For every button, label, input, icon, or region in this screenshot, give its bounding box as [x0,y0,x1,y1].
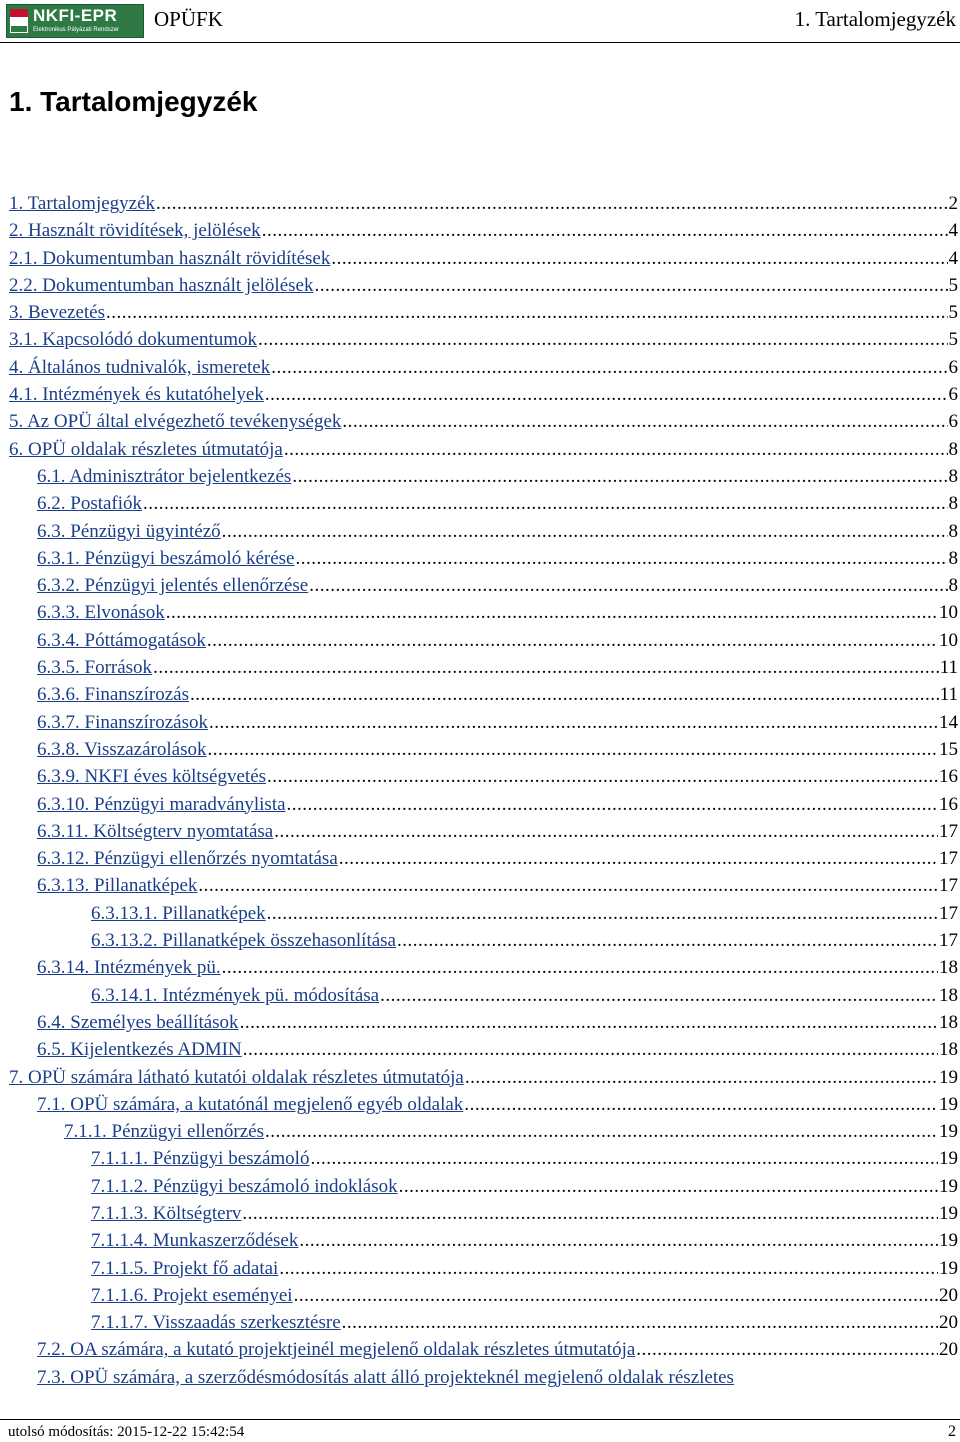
toc-entry-link[interactable]: 3.1. Kapcsolódó dokumentumok [9,329,258,351]
toc-entry-link[interactable]: 7.1.1.6. Projekt eseményei [91,1284,293,1306]
toc-entry[interactable] [0,627,960,654]
toc-leader-dots [207,736,938,763]
header-left-text: OPÜFK [154,7,223,31]
toc-entry-page: 6 [948,356,958,378]
toc-leader-dots [342,408,947,435]
toc-leader-dots [222,518,948,545]
toc-entry[interactable] [0,1091,960,1118]
toc-entry-page: 18 [939,1011,958,1033]
toc-entry-link[interactable]: 6.3.12. Pénzügyi ellenőrzés nyomtatása [37,848,338,870]
toc-leader-dots [331,245,947,272]
toc-entry[interactable] [0,217,960,244]
toc-entry[interactable] [0,1145,960,1172]
toc-leader-dots [240,1009,938,1036]
toc-entry[interactable] [0,436,960,463]
toc-leader-dots [294,1282,938,1309]
toc-leader-dots [380,982,938,1009]
toc-entry-link[interactable]: 6.3.5. Források [37,657,153,679]
toc-entry[interactable] [0,381,960,408]
toc-leader-dots [284,436,948,463]
toc-entry-link[interactable]: 6.3.7. Finanszírozások [37,711,208,733]
toc-leader-dots [198,872,938,899]
page-header [0,0,960,40]
toc-entry-link[interactable]: 7. OPÜ számára látható kutatói oldalak részletes útmutatója [9,1066,464,1088]
toc-entry-link[interactable]: 6.3.13.2. Pillanatképek összehasonlítása [91,930,396,952]
toc-entry-page: 11 [939,657,958,679]
toc-entry[interactable] [0,927,960,954]
toc-entry[interactable] [0,681,960,708]
toc-entry[interactable] [0,1064,960,1091]
toc-entry-page: 18 [939,984,958,1006]
toc-leader-dots [265,1118,938,1145]
toc-entry-page: 19 [939,1148,958,1170]
toc-entry[interactable] [0,245,960,272]
toc-leader-dots [190,681,939,708]
toc-entry-link[interactable]: 6.3.8. Visszazárolások [37,738,207,760]
hungarian-coat-of-arms-icon [10,9,28,33]
toc-leader-dots [267,900,938,927]
toc-entry[interactable] [0,982,960,1009]
toc-leader-dots [279,1255,938,1282]
toc-entry-page: 4 [948,220,958,242]
toc-entry-page: 8 [948,547,958,569]
toc-entry[interactable] [0,709,960,736]
toc-entry[interactable] [0,354,960,381]
toc-entry-page: 20 [939,1284,958,1306]
toc-entry-page: 19 [939,1121,958,1143]
toc-entry-link[interactable]: 6.3. Pénzügyi ügyintéző [37,520,221,542]
toc-entry-page: 17 [939,875,958,897]
toc-entry[interactable] [0,272,960,299]
toc-leader-dots [156,190,947,217]
toc-entry[interactable] [0,1200,960,1227]
toc-entry-link[interactable]: 5. Az OPÜ által elvégezhető tevékenységek [9,411,342,433]
toc-entry-page: 19 [939,1175,958,1197]
page-number: 2 [948,1423,956,1440]
logo-text: NKFI-EPR [33,6,118,25]
toc-entry-page: 8 [948,465,958,487]
toc-entry-page: 8 [948,493,958,515]
toc-leader-dots [243,1036,938,1063]
toc-entry-link[interactable]: 6.4. Személyes beállítások [37,1011,239,1033]
toc-leader-dots [153,654,939,681]
toc-entry[interactable] [0,763,960,790]
toc-entry[interactable] [0,408,960,435]
toc-entry[interactable] [0,954,960,981]
toc-entry-page: 8 [948,438,958,460]
toc-leader-dots [464,1091,938,1118]
toc-entry-link[interactable]: 6.3.9. NKFI éves költségvetés [37,766,267,788]
toc-entry-link[interactable]: 6.3.6. Finanszírozás [37,684,189,706]
toc-leader-dots [242,1200,938,1227]
toc-entry-link[interactable]: 1. Tartalomjegyzék [9,193,156,214]
page-title: 1. Tartalomjegyzék [9,86,258,117]
toc-leader-dots [262,217,948,244]
toc-entry-page: 14 [939,711,958,733]
toc-entry-link[interactable]: 4.1. Intézmények és kutatóhelyek [9,384,264,406]
toc-leader-dots [299,1227,938,1254]
toc-entry-link[interactable]: 7.1.1.4. Munkaszerződések [91,1230,299,1252]
logo-subtext: Elektronikus Pályázati Rendszer [33,27,120,33]
toc-entry[interactable] [0,791,960,818]
toc-leader-dots [309,572,947,599]
toc-entry-link[interactable]: 4. Általános tudnivalók, ismeretek [9,356,271,378]
toc-entry[interactable] [0,1364,960,1391]
toc-leader-dots [258,326,947,353]
toc-entry-page: 5 [948,329,958,351]
toc-entry-page: 19 [939,1066,958,1088]
toc-entry-link[interactable]: 6.5. Kijelentkezés ADMIN [37,1039,242,1061]
toc-leader-dots [271,354,947,381]
toc-leader-dots [465,1064,938,1091]
toc-entry-page: 4 [948,247,958,269]
toc-entry[interactable] [0,1255,960,1282]
toc-leader-dots [166,599,938,626]
toc-entry-link[interactable]: 6.3.2. Pénzügyi jelentés ellenőrzése [37,575,309,597]
toc-entry-link[interactable]: 6.1. Adminisztrátor bejelentkezés [37,465,292,487]
toc-leader-dots [265,381,948,408]
toc-leader-dots [209,709,938,736]
toc-entry[interactable] [0,736,960,763]
toc-entry[interactable] [0,1227,960,1254]
toc-entry[interactable] [0,518,960,545]
toc-leader-dots [222,954,938,981]
header-right-text: 1. Tartalomjegyzék [794,7,956,31]
footer-divider [0,1419,960,1420]
toc-entry[interactable] [0,872,960,899]
toc-entry-page: 19 [939,1093,958,1115]
toc-leader-dots [310,1145,938,1172]
toc-entry-link[interactable]: 2.2. Dokumentumban használt jelölések [9,274,314,296]
toc-entry-page: 5 [948,302,958,324]
toc-leader-dots [143,490,947,517]
toc-entry[interactable] [0,326,960,353]
toc-entry-page: 17 [939,930,958,952]
toc-entry-link[interactable]: 7.1. OPÜ számára, a kutatónál megjelenő egyéb oldalak [37,1093,464,1115]
toc-entry-link[interactable]: 7.1.1.3. Költségterv [91,1202,242,1224]
toc-entry-link[interactable]: 7.1.1. Pénzügyi ellenőrzés [64,1121,264,1143]
toc-leader-dots [636,1336,938,1363]
toc-leader-dots [314,272,947,299]
toc-entry-page: 17 [939,820,958,842]
toc-entry-page: 17 [939,902,958,924]
toc-entry-page: 16 [939,793,958,815]
toc-leader-dots [274,818,938,845]
toc-entry[interactable] [0,299,960,326]
toc-entry-link[interactable]: 6.3.14.1. Intézmények pü. módosítása [91,984,380,1006]
toc-entry[interactable] [0,900,960,927]
toc-entry[interactable] [0,1336,960,1363]
toc-entry[interactable] [0,572,960,599]
toc-entry[interactable] [0,1009,960,1036]
toc-leader-dots [267,763,938,790]
toc-entry-page: 10 [939,602,958,624]
toc-entry[interactable] [0,490,960,517]
toc-entry-page: 15 [939,738,958,760]
toc-entry-link[interactable]: 6.3.3. Elvonások [37,602,165,624]
toc-entry[interactable] [0,1118,960,1145]
toc-entry-link[interactable]: 7.1.1.1. Pénzügyi beszámoló [91,1148,310,1170]
toc-entry-page: 19 [939,1257,958,1279]
toc-entry-link[interactable]: 6.3.13. Pillanatképek [37,875,198,897]
toc-entry-page: 6 [948,384,958,406]
toc-leader-dots [207,627,938,654]
toc-entry[interactable] [0,1282,960,1309]
toc-entry[interactable] [0,1173,960,1200]
toc-entry[interactable] [0,654,960,681]
toc-entry[interactable] [0,818,960,845]
toc-entry-link[interactable]: 6.3.4. Póttámogatások [37,629,206,651]
toc-leader-dots [399,1173,938,1200]
toc-entry-page: 18 [939,1039,958,1061]
toc-entry-link[interactable]: 6.3.13.1. Pillanatképek [91,902,266,924]
toc-entry-page: 18 [939,957,958,979]
toc-entry-link[interactable]: 6.2. Postafiók [37,493,143,515]
toc-entry-page: 10 [939,629,958,651]
toc-entry-page: 20 [939,1339,958,1361]
toc-entry-page: 8 [948,520,958,542]
toc-entry[interactable] [0,1309,960,1336]
toc-leader-dots [292,463,947,490]
toc-entry-link[interactable]: 6. OPÜ oldalak részletes útmutatója [9,438,283,460]
toc-leader-dots [397,927,938,954]
toc-entry-page: 2 [948,193,958,214]
toc-leader-dots [295,545,947,572]
nkfi-epr-logo [6,4,144,38]
toc-entry-link[interactable]: 6.3.11. Költségterv nyomtatása [37,820,274,842]
toc-entry-page: 16 [939,766,958,788]
table-of-contents [0,190,960,1391]
toc-entry-link[interactable]: 6.3.14. Intézmények pü. [37,957,221,979]
toc-entry-page: 6 [948,411,958,433]
toc-entry-link[interactable]: 3. Bevezetés [9,302,106,324]
toc-entry-link[interactable]: 7.1.1.7. Visszaadás szerkesztésre [91,1312,341,1334]
toc-entry-link[interactable]: 6.3.10. Pénzügyi maradványlista [37,793,286,815]
toc-entry[interactable] [0,545,960,572]
toc-entry-page: 19 [939,1230,958,1252]
toc-entry[interactable] [0,190,960,217]
toc-entry[interactable] [0,1036,960,1063]
toc-leader-dots [106,299,947,326]
toc-entry[interactable] [0,463,960,490]
header-divider [0,42,960,43]
toc-entry-link[interactable]: 7.2. OA számára, a kutató projektjeinél megjelenő oldalak részletes útmutatója [37,1339,636,1361]
toc-leader-dots [287,791,938,818]
toc-leader-dots [342,1309,938,1336]
toc-entry-link[interactable]: 7.1.1.5. Projekt fő adatai [91,1257,279,1279]
toc-entry-page: 11 [939,684,958,706]
toc-entry-page: 20 [939,1312,958,1334]
last-modified: utolsó módosítás: 2015-12-22 15:42:54 [8,1424,245,1440]
toc-leader-dots [339,845,938,872]
toc-entry-link[interactable]: 7.3. OPÜ számára, a szerződésmódosítás alatt álló projekteknél megjelenő oldalak részletes [37,1366,734,1388]
toc-entry-page: 19 [939,1202,958,1224]
toc-entry[interactable] [0,845,960,872]
toc-entry-link[interactable]: 7.1.1.2. Pénzügyi beszámoló indoklások [91,1175,398,1197]
toc-entry-link[interactable]: 2. Használt rövidítések, jelölések [9,220,261,242]
toc-entry[interactable] [0,599,960,626]
toc-entry-page: 8 [948,575,958,597]
toc-entry-page: 17 [939,848,958,870]
toc-entry-link[interactable]: 6.3.1. Pénzügyi beszámoló kérése [37,547,295,569]
toc-entry-link[interactable]: 2.1. Dokumentumban használt rövidítések [9,247,331,269]
toc-entry-page: 5 [948,274,958,296]
